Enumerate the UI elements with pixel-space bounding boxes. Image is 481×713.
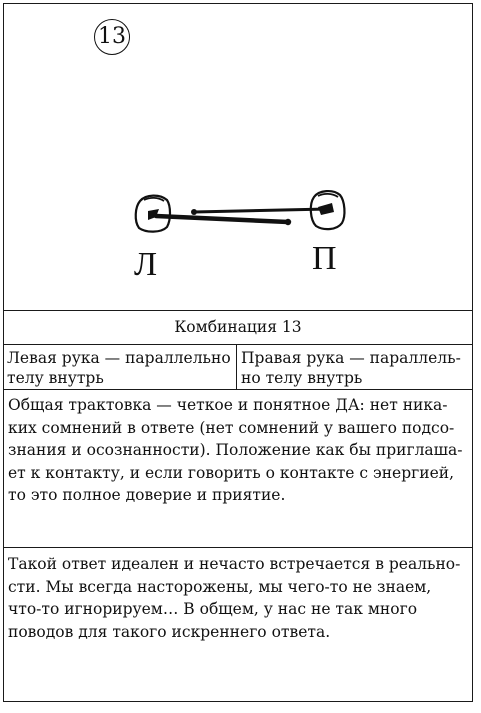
combination-title: Комбинация 13 [4, 310, 472, 345]
left-arm-line [156, 216, 288, 222]
left-hand-label: Л [134, 246, 158, 283]
additional-note: Такой ответ идеален и нечасто встречается в реально-сти. Мы всегда насторожены, мы чего-то не знаем, что-то игнорируем… В общем, у нас не так много поводов для такого искреннего ответа. [8, 555, 461, 641]
left-hand-description: Левая рука — параллельно телу внутрь [4, 345, 237, 389]
hands-drawing [4, 4, 472, 310]
left-fist-icon [136, 196, 170, 232]
hands-description-row [4, 345, 472, 390]
right-arm-line [194, 209, 328, 212]
right-hand-label: П [312, 240, 337, 277]
combination-card [3, 3, 473, 702]
hands-illustration [4, 4, 472, 311]
right-hand-description: Правая рука — параллель-но телу внутрь [241, 349, 461, 387]
general-interpretation: Общая трактовка — четкое и понятное ДА: нет ника-ких сомнений в ответе (нет сомнений у вашего подсо-знания и осознанности). Положение как бы приглаша-ет к контакту, и если говорить о контакте с энергией, то это полное доверие и приятие. [4, 390, 472, 548]
combination-number-badge: 13 [94, 19, 130, 55]
